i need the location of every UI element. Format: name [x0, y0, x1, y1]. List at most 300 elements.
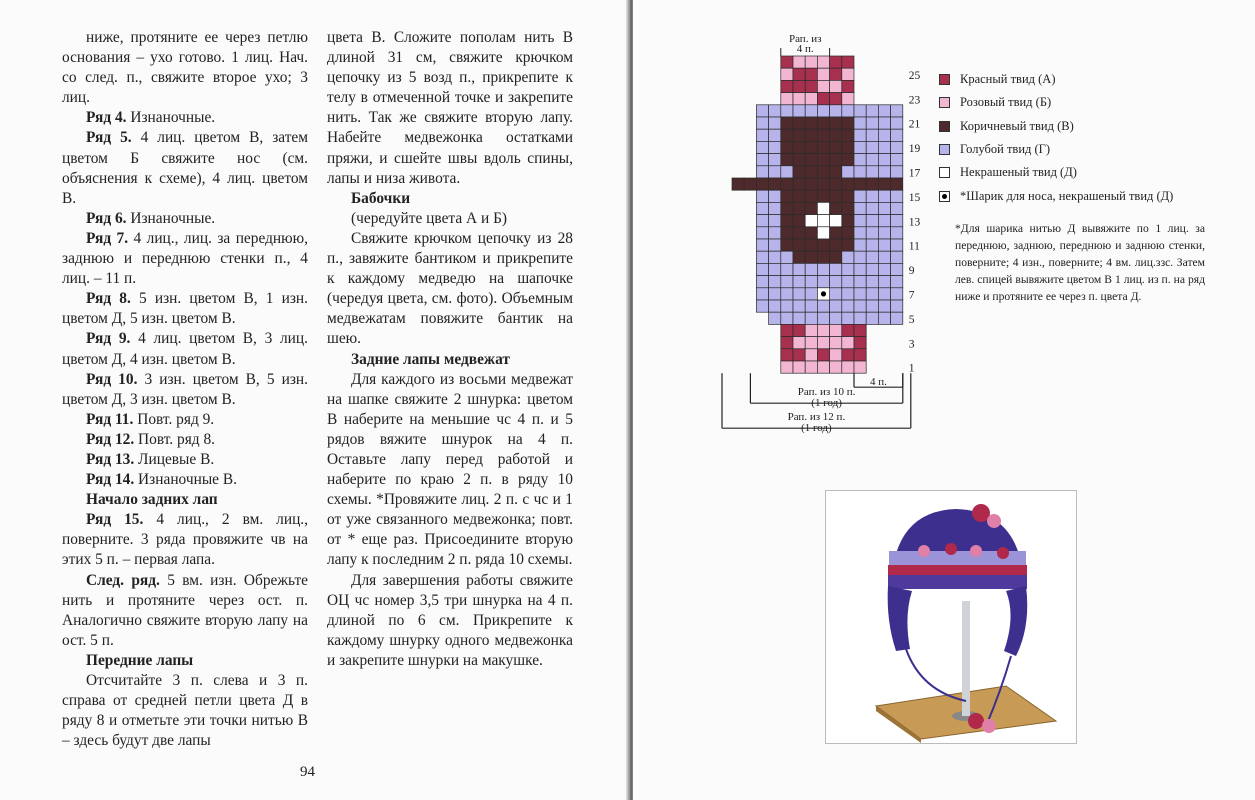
chart-cell: [805, 166, 817, 178]
chart-cell: [756, 154, 768, 166]
chart-cell: [793, 349, 805, 361]
chart-cell: [830, 80, 842, 92]
chart-cell: [878, 227, 890, 239]
chart-cell: [817, 337, 829, 349]
chart-cell: [805, 324, 817, 336]
chart-cell: [793, 251, 805, 263]
legend-swatch: [939, 167, 950, 178]
chart-cell: [769, 141, 781, 153]
chart-cell: [756, 178, 768, 190]
text-column-1: [62, 28, 308, 751]
chart-cell: [817, 166, 829, 178]
chart-cell: [842, 337, 854, 349]
chart-cell: [842, 349, 854, 361]
chart-cell: [891, 190, 903, 202]
chart-cell: [830, 239, 842, 251]
chart-cell: [854, 141, 866, 153]
chart-cell: [805, 276, 817, 288]
chart-cell: [781, 105, 793, 117]
row-number: 11: [908, 240, 920, 253]
chart-cell: [732, 178, 744, 190]
chart-cell: [891, 251, 903, 263]
chart-cell: [830, 190, 842, 202]
chart-cell: [781, 288, 793, 300]
chart-cell: [830, 117, 842, 129]
row-number: 19: [908, 143, 921, 156]
row-label: Ряд 7.: [86, 229, 129, 247]
row-number: 15: [908, 191, 921, 204]
chart-cell: [756, 251, 768, 263]
chart-cell: [842, 312, 854, 324]
chart-cell: [830, 227, 842, 239]
chart-cell: [769, 227, 781, 239]
chart-cell: [817, 276, 829, 288]
row-text: Повт. ряд 9.: [133, 410, 215, 428]
chart-cell: [830, 166, 842, 178]
chart-cell: [769, 276, 781, 288]
instruction-row: [62, 209, 308, 229]
chart-cell: [781, 239, 793, 251]
row-label: Ряд 15.: [86, 511, 144, 529]
chart-cell: [781, 141, 793, 153]
chart-cell: [805, 117, 817, 129]
hat-image: [826, 491, 1076, 743]
chart-cell: [769, 202, 781, 214]
chart-cell: [842, 154, 854, 166]
chart-cell: [842, 215, 854, 227]
row-number: 7: [908, 289, 915, 302]
chart-cell: [769, 129, 781, 141]
chart-cell: [891, 178, 903, 190]
legend-swatch: [939, 74, 950, 85]
legend-label: Коричневый твид (В): [960, 118, 1074, 133]
chart-cell: [866, 251, 878, 263]
instruction-row: [62, 289, 308, 329]
paragraph: ниже, протяните ее через петлю основания – ухо готово. 1 лиц. Нач. со след. п., свяжите второе ухо; 3 лиц.: [62, 29, 308, 107]
knitting-chart: [633, 0, 933, 470]
chart-cell: [805, 80, 817, 92]
repeat-label-bottom: Рап. из 10 п.: [797, 386, 856, 399]
instruction-row: [62, 329, 308, 369]
chart-cell: [830, 263, 842, 275]
chart-cell: [756, 117, 768, 129]
chart-cell: [891, 166, 903, 178]
repeat-label-top: 4 п.: [796, 43, 814, 55]
chart-cell: [793, 154, 805, 166]
chart-cell: [756, 215, 768, 227]
chart-cell: [781, 251, 793, 263]
chart-cell: [817, 178, 829, 190]
chart-cell: [854, 202, 866, 214]
chart-cell: [891, 202, 903, 214]
row-number: 25: [908, 69, 921, 82]
chart-cell: [805, 263, 817, 275]
instruction-row: [62, 470, 308, 490]
chart-cell: [891, 141, 903, 153]
chart-cell: [866, 215, 878, 227]
chart-cell: [769, 263, 781, 275]
nose-dot: [821, 291, 826, 296]
chart-cell: [854, 361, 866, 373]
row-number: 3: [908, 338, 915, 351]
chart-cell: [793, 117, 805, 129]
chart-cell: [805, 178, 817, 190]
chart-cell: [830, 93, 842, 105]
chart-cell: [793, 300, 805, 312]
chart-cell: [793, 190, 805, 202]
instruction-row: [62, 370, 308, 410]
chart-cell: [793, 337, 805, 349]
chart-cell: [830, 105, 842, 117]
row-number: 9: [908, 265, 915, 278]
repeat-label-bottom: Рап. из 12 п.: [787, 411, 846, 424]
section-heading: Задние лапы медвежат: [351, 350, 510, 368]
chart-cell: [854, 190, 866, 202]
chart-cell: [769, 117, 781, 129]
paragraph: Для каждого из восьми медвежат на шапке свяжите 2 шнурка: цветом В наберите на меньшие чс 4 п. и 5 рядов вяжите шнурок на 4 п. Оставьте лапу перед работой и наберите по краю 2 п. в ряду 10 схемы. *Провяжите лиц. 2 п. с чс и 1 от уже связанного медвежонка; повт. от * еще раз. Присоедините вторую лапу к последним 2 п. ряда 10 схемы.: [327, 370, 573, 569]
instruction-row: [62, 510, 308, 570]
text-column-2: [327, 28, 573, 671]
chart-cell: [793, 263, 805, 275]
chart-cell: [830, 154, 842, 166]
chart-cell: [817, 202, 829, 214]
chart-cell: [866, 154, 878, 166]
chart-cell: [830, 276, 842, 288]
chart-cell: [793, 324, 805, 336]
chart-cell: [830, 251, 842, 263]
chart-cell: [805, 202, 817, 214]
chart-cell: [842, 56, 854, 68]
chart-cell: [793, 166, 805, 178]
row-label: Ряд 12.: [86, 430, 135, 448]
hat-photo: [825, 490, 1077, 744]
chart-cell: [781, 117, 793, 129]
row-text: 4 лиц. цветом В, 3 лиц. цветом Д, 4 изн. цветом В.: [62, 330, 309, 368]
chart-cell: [769, 154, 781, 166]
chart-cell: [830, 129, 842, 141]
chart-cell: [793, 68, 805, 80]
chart-cell: [781, 337, 793, 349]
chart-cell: [830, 288, 842, 300]
chart-cell: [793, 56, 805, 68]
chart-cell: [817, 300, 829, 312]
chart-cell: [793, 215, 805, 227]
chart-cell: [878, 263, 890, 275]
chart-cell: [878, 276, 890, 288]
instruction-row: [62, 571, 308, 651]
chart-cell: [805, 288, 817, 300]
row-number: 13: [908, 216, 921, 229]
chart-cell: [842, 227, 854, 239]
chart-cell: [781, 202, 793, 214]
chart-cell: [866, 105, 878, 117]
chart-cell: [817, 154, 829, 166]
chart-cell: [878, 117, 890, 129]
chart-cell: [891, 105, 903, 117]
row-text: Изнаночные.: [126, 109, 216, 127]
chart-cell: [781, 80, 793, 92]
chart-cell: [756, 202, 768, 214]
chart-cell: [891, 117, 903, 129]
chart-cell: [878, 202, 890, 214]
chart-cell: [891, 300, 903, 312]
chart-cell: [781, 166, 793, 178]
chart-cell: [866, 288, 878, 300]
chart-cell: [793, 361, 805, 373]
chart-cell: [854, 263, 866, 275]
chart-cell: [817, 324, 829, 336]
chart-cell: [842, 129, 854, 141]
chart-cell: [866, 300, 878, 312]
chart-cell: [805, 239, 817, 251]
chart-cell: [866, 141, 878, 153]
row-text: 4 лиц. цветом В, затем цветом Б свяжите нос (см. объяснения к схеме), 4 лиц. цветом В.: [62, 129, 309, 207]
chart-cell: [842, 105, 854, 117]
chart-cell: [817, 312, 829, 324]
chart-cell: [793, 178, 805, 190]
row-text: 4 лиц., 2 вм. лиц., поверните. 3 ряда провяжите чв на этих 5 п. – первая лапа.: [62, 511, 309, 569]
chart-cell: [854, 312, 866, 324]
chart-cell: [805, 349, 817, 361]
chart-cell: [842, 361, 854, 373]
instruction-row: [62, 450, 308, 470]
chart-cell: [817, 227, 829, 239]
legend-swatch: [939, 121, 950, 132]
row-label: Ряд 8.: [86, 290, 131, 308]
chart-cell: [793, 239, 805, 251]
chart-cell: [781, 324, 793, 336]
chart-cell: [805, 312, 817, 324]
chart-cell: [769, 190, 781, 202]
chart-cell: [793, 80, 805, 92]
chart-cell: [866, 117, 878, 129]
chart-cell: [805, 154, 817, 166]
chart-cell: [805, 227, 817, 239]
chart-cell: [842, 141, 854, 153]
paragraph: Свяжите крючком цепочку из 28 п., завяжите бантиком и прикрепите к каждому медведю на шапочке (чередуя цвета, см. фото). Объемным медвежатам повяжите бантик на шею.: [327, 229, 573, 348]
chart-cell: [878, 288, 890, 300]
right-page: [633, 0, 1255, 800]
chart-cell: [817, 129, 829, 141]
chart-cell: [878, 239, 890, 251]
row-label: Ряд 5.: [86, 129, 132, 147]
chart-cell: [769, 178, 781, 190]
chart-cell: [781, 300, 793, 312]
legend-swatch: [939, 144, 950, 155]
chart-cell: [866, 166, 878, 178]
chart-cell: [878, 105, 890, 117]
chart-cell: [781, 263, 793, 275]
chart-cell: [756, 190, 768, 202]
chart-cell: [842, 68, 854, 80]
chart-cell: [830, 300, 842, 312]
chart-cell: [781, 349, 793, 361]
page-number: 94: [300, 764, 315, 780]
chart-cell: [842, 202, 854, 214]
chart-cell: [793, 105, 805, 117]
chart-cell: [830, 178, 842, 190]
chart-cell: [891, 312, 903, 324]
chart-cell: [854, 276, 866, 288]
chart-cell: [866, 263, 878, 275]
row-label: Ряд 11.: [86, 410, 134, 428]
chart-cell: [854, 300, 866, 312]
row-label: Ряд 13.: [86, 450, 135, 468]
chart-legend: [939, 68, 1229, 208]
chart-cell: [842, 166, 854, 178]
chart-cell: [842, 239, 854, 251]
chart-cell: [769, 239, 781, 251]
chart-cell: [866, 276, 878, 288]
chart-cell: [891, 227, 903, 239]
chart-cell: [781, 178, 793, 190]
instruction-row: [62, 128, 308, 208]
row-label: Ряд 10.: [86, 370, 138, 388]
chart-cell: [866, 312, 878, 324]
chart-cell: [817, 68, 829, 80]
legend-label: Некрашеный твид (Д): [960, 165, 1077, 180]
chart-cell: [866, 227, 878, 239]
chart-cell: [817, 93, 829, 105]
legend-item: [939, 68, 1229, 91]
chart-cell: [830, 141, 842, 153]
chart-cell: [781, 361, 793, 373]
chart-cell: [805, 337, 817, 349]
chart-cell: [854, 215, 866, 227]
chart-cell: [793, 312, 805, 324]
paragraph: Для завершения работы свяжите ОЦ чс номер 3,5 три шнурка на 4 п. длиной по 6 см. Прикрепите к каждому шнурку одного медвежонка и закрепите шнурки на макушке.: [327, 571, 573, 669]
chart-cell: [817, 263, 829, 275]
paragraph: Отсчитайте 3 п. слева и 3 п. справа от средней петли цвета Д в ряду 8 и отметьте эти точки нитью В – здесь будут две лапы: [62, 672, 308, 750]
chart-cell: [830, 56, 842, 68]
chart-cell: [891, 263, 903, 275]
chart-cell: [878, 300, 890, 312]
chart-cell: [830, 202, 842, 214]
chart-cell: [793, 93, 805, 105]
chart-cell: [854, 105, 866, 117]
chart-cell: [842, 263, 854, 275]
row-text: Изнаночные В.: [134, 471, 237, 489]
chart-cell: [891, 129, 903, 141]
chart-cell: [781, 129, 793, 141]
chart-cell: [830, 337, 842, 349]
chart-cell: [842, 80, 854, 92]
chart-cell: [866, 190, 878, 202]
legend-swatch: [939, 97, 950, 108]
chart-cell: [891, 154, 903, 166]
chart-cell: [805, 215, 817, 227]
chart-cell: [781, 93, 793, 105]
chart-cell: [805, 251, 817, 263]
chart-cell: [781, 56, 793, 68]
chart-cell: [817, 361, 829, 373]
row-text: 5 изн. цветом В, 1 изн. цветом Д, 5 изн. цветом В.: [62, 290, 308, 328]
nose-note: *Для шарика нитью Д вывяжите по 1 лиц. за переднюю, заднюю, переднюю и заднюю стенки, поверните; 4 изн., поверните; 4 вм. лиц.ззс. Затем лев. спицей вывяжите цветом В 1 лиц. из п. на ряд ниже и протяните ее через п. цвета Д.: [955, 222, 1205, 303]
chart-cell: [854, 324, 866, 336]
chart-cell: [805, 190, 817, 202]
chart-cell: [891, 239, 903, 251]
chart-cell: [781, 215, 793, 227]
chart-cell: [842, 288, 854, 300]
chart-cell: [830, 349, 842, 361]
chart-cell: [756, 166, 768, 178]
chart-cell: [854, 349, 866, 361]
row-text: 5 вм. изн. Обрежьте нить и протяните через ост. п. Аналогично свяжите вторую лапу на ост. 5 п.: [62, 571, 308, 649]
chart-cell: [793, 288, 805, 300]
chart-cell: [805, 361, 817, 373]
chart-cell: [805, 129, 817, 141]
chart-cell: [793, 227, 805, 239]
chart-cell: [817, 117, 829, 129]
row-label: Ряд 14.: [86, 471, 135, 489]
row-text: 4 лиц., лиц. за переднюю, заднюю и переднюю стенки п., 4 лиц. – 11 п.: [62, 229, 308, 288]
chart-cell: [830, 68, 842, 80]
chart-cell: [756, 288, 768, 300]
chart-cell: [781, 312, 793, 324]
instruction-row: [62, 430, 308, 450]
row-text: Изнаночные.: [126, 209, 216, 227]
chart-cell: [793, 141, 805, 153]
chart-cell: [830, 324, 842, 336]
chart-cell: [830, 361, 842, 373]
row-number: 1: [908, 362, 915, 375]
chart-cell: [866, 129, 878, 141]
chart-cell: [769, 215, 781, 227]
chart-cell: [854, 129, 866, 141]
legend-label: Голубой твид (Г): [960, 142, 1051, 157]
chart-cell: [842, 324, 854, 336]
chart-cell: [781, 190, 793, 202]
chart-cell: [854, 239, 866, 251]
chart-cell: [866, 239, 878, 251]
chart-cell: [878, 190, 890, 202]
row-number: 17: [908, 167, 921, 180]
chart-cell: [878, 178, 890, 190]
chart-cell: [781, 276, 793, 288]
chart-cell: [854, 337, 866, 349]
chart-cell: [891, 215, 903, 227]
row-text: 3 изн. цветом В, 5 изн. цветом Д, 3 изн. цветом В.: [62, 370, 308, 408]
chart-cell: [842, 300, 854, 312]
chart-cell: [842, 276, 854, 288]
chart-cell: [817, 141, 829, 153]
chart-cell: [744, 178, 756, 190]
chart-cell: [793, 202, 805, 214]
repeat-label-top: Рап. из: [788, 33, 822, 45]
chart-cell: [854, 117, 866, 129]
chart-cell: [756, 276, 768, 288]
chart-cell: [769, 166, 781, 178]
row-text: Лицевые В.: [134, 450, 215, 468]
chart-cell: [817, 239, 829, 251]
chart-cell: [866, 202, 878, 214]
chart-cell: [854, 166, 866, 178]
chart-cell: [854, 178, 866, 190]
chart-cell: [781, 68, 793, 80]
row-label: Ряд 9.: [86, 330, 131, 348]
chart-cell: [793, 276, 805, 288]
chart-cell: [854, 154, 866, 166]
chart-cell: [817, 349, 829, 361]
instruction-row: [62, 410, 308, 430]
chart-cell: [756, 105, 768, 117]
chart-cell: [891, 288, 903, 300]
chart-cell: [817, 105, 829, 117]
legend-item: [939, 138, 1229, 161]
chart-cell: [878, 215, 890, 227]
chart-cell: [842, 117, 854, 129]
chart-cell: [769, 300, 781, 312]
